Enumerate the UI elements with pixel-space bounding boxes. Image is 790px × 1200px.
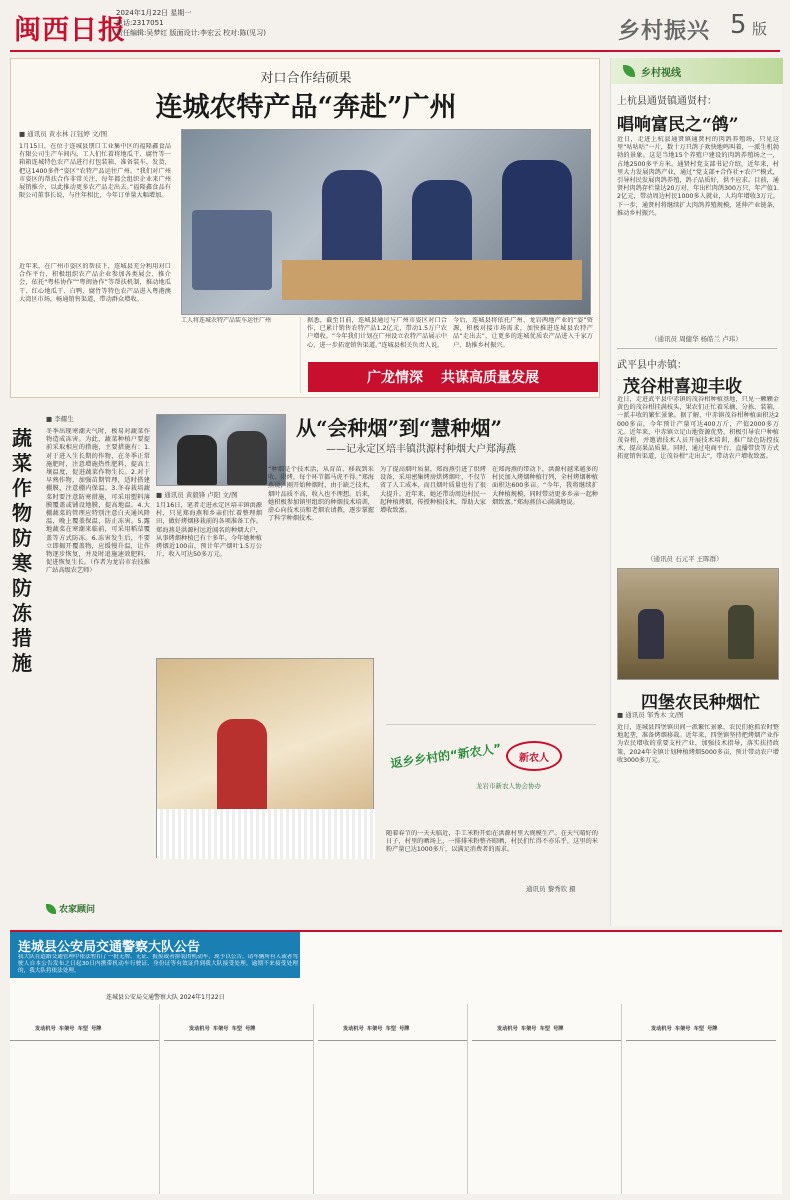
notice-table: [10, 1004, 782, 1194]
side3-text: 近日，连城县四堡镇田间一派繁忙景象，农民们抢抓农时整地起垄，准备烤烟移栽。近年来，四堡镇坚持把烤烟产业作为农民增收的重要支柱产业，加强技术指导，落实扶持政策，2024年全镇计划种植烤烟5000多亩，预计带动农户增收3000多万元。: [617, 724, 779, 764]
new-farmer-badge: 新农人: [506, 741, 562, 771]
lead-kicker: 对口合作结硕果: [260, 71, 352, 86]
lead-text-1: 1月15日，在位于连城县朋口工业集中区的福隆鑫食品有限公司生产车间内，工人们忙着将地瓜干、腐竹等一箱箱连城特色农产品进行打包装箱，准备装车、发货，把这1400多件“姿区”农特产品运往广州。“我们对广州市姿区的帮扶合作非常关注，每年都会组织企业来广州展销推介，以此推动更多农产品走出去。”福隆鑫食品有限公司董事长说，与往年相比，今年订单量大幅增加。: [19, 143, 171, 200]
side3-title: 四堡农民种烟忙: [641, 693, 760, 713]
tobacco-subtitle: ——记永定区培丰镇洪源村种烟大户郑海燕: [326, 444, 516, 455]
banner-right: 共谋高质量发展: [441, 370, 539, 386]
leaf-icon: [46, 904, 56, 914]
newspaper-logo: 闽西日报: [14, 15, 126, 46]
tobacco-photo: [156, 414, 286, 486]
tobacco-title: 从“会种烟”到“慧种烟”: [296, 416, 503, 440]
side1-text: 近日，走进上杭县通贤镇通贤村的肉鸽养殖场，只见这里“咕咕咕”一片，数十万只鸽子欢快地鸣叫着，一派生机勃勃的景象。这是当地15个养殖户建设的肉鸽养殖场之一，占地2500多平方米。通贤村党支部书记介绍，近年来，村里大力发展肉鸽产业，通过“党支部+合作社+农户”模式，引导村民发展肉鸽养殖，鸽子品质好，供不应求。目前，通贤村肉鸽存栏量达20万对，年出栏肉鸽300万只，年产值1.2亿元，带动周边村民1000多人就业，人均年增收3万元。下一步，通贤村将继续扩大肉鸽养殖规模，延伸产业链条，推动乡村振兴。: [617, 136, 779, 217]
lead-text-3: 据悉，截至目前，连城县通过与广州市姿区对口合作，已累计销售农特产品1.2亿元，带动1.5万户农户增收。“今年我们计划在广州设立农特产品展示中心，进一步拓宽销售渠道。”连城县相关负责人说。: [307, 317, 447, 349]
tobacco-text-4: 在郑海燕的带动下，洪源村越来越多的村民加入烤烟种植行列，全村烤烟种植面积达600多亩。“今年，我将继续扩大种植规模，同时带动更多乡亲一起种烟致富。”郑海燕信心满满地说。: [492, 466, 598, 506]
tobacco-photo-caption: 随着春节的一天天临近，手工米粉开始在洪源村里大规模生产。在天气晴好的日子，村里的晒场上，一排排米粉整齐晾晒，村民们忙得不亦乐乎，这里的米粉产量已达1000多斤，以满足消费者的需求。: [386, 830, 598, 854]
masthead-rule: [10, 50, 780, 52]
side1-kicker: 上杭县通贤镇通贤村：: [617, 96, 717, 107]
page-suffix: 版: [752, 20, 768, 38]
tobacco-cap-byline: 通讯员 黎秀钦 摄: [526, 885, 576, 893]
lead-article: [10, 58, 600, 398]
veg-article: [10, 406, 150, 926]
veg-title: 蔬菜作物防寒防冻措施: [12, 426, 32, 675]
table-header: 发动机号 车架号 车型 号牌: [10, 1018, 159, 1041]
right-sidebar: [610, 58, 782, 926]
side2-text: 近日，走进武平县中赤镇的茂谷柑种植基地，只见一颗颗金黄色的茂谷柑挂满枝头，果农们正忙着采摘、分拣、装箱，一派丰收的繁忙景象。据了解，中赤镇茂谷柑种植面积达2000多亩，今年预计产量可达400万斤，产值2000多万元。近年来，中赤镇立足山地资源优势，积极引导农户种植茂谷柑，并邀请技术人员开展技术培训，推广绿色防控技术，提高果品质量。同时，通过电商平台、直播带货等方式拓宽销售渠道，让茂谷柑“走出去”，带动农户增收致富。: [617, 396, 779, 461]
banner-left: 广龙情深: [367, 370, 423, 386]
masthead-phone: 电话:2317051: [116, 19, 164, 27]
table-col-3: 发动机号 车架号 车型 号牌: [318, 1004, 468, 1194]
side-divider: [617, 348, 777, 349]
side2-byline: （通讯员 石元平 王晖群）: [647, 555, 723, 563]
lead-title: 连城农特产品“奔赴”广州: [155, 92, 457, 123]
side1-byline: （通讯员 周健华 杨皓兰 卢玮）: [651, 335, 742, 343]
tobacco-text-2: “种烟是个技术活，从育苗、移栽到采收、烘烤，每个环节都马虎不得。”郑海燕说，刚开始种烟时，由于缺乏技术，烟叶品质不高，收入也不理想。后来，她积极参加镇里组织的种烟技术培训，虚心向技术员和老烟农请教，逐步掌握了科学种烟技术。: [268, 466, 374, 523]
table-col-1: [10, 1004, 160, 1194]
farm-advisor-tag: 农家顾问: [46, 902, 95, 915]
tobacco-article: [156, 406, 600, 926]
table-col-5: 发动机号 车架号 车型 号牌: [626, 1004, 776, 1194]
section-name: 乡村振兴: [618, 19, 711, 44]
leaf-icon: [623, 65, 635, 77]
side3-byline: ■ 通讯员 邹秀木 文/图: [617, 711, 684, 719]
lead-text-2: 近年来，在广州市姿区的帮扶下，连城县充分利用对口合作平台，积极组织农产品企业参加各类展会、推介会，依托“粤桂协作”“粤闽协作”等帮扶机制，推动地瓜干、红心地瓜干、白鸭、腐竹等特色农产品进入粤港澳大湾区市场，畅通销售渠道，带动群众增收。: [19, 263, 171, 303]
notice-text: 我大队在道路交通管理中依法暂扣了一批无牌、无证、报废或者拼装的机动车，现予以公告。请车辆所有人或者驾驶人自本公告发布之日起30日内携带机动车行驶证、身份证等有效证件到我大队接受处理。逾期不来接受处理的，我大队将依法处理。: [18, 954, 298, 974]
table-col-2: 发动机号 车架号 车型 号牌: [164, 1004, 314, 1194]
notice-sign: 连城县公安局交通警察大队 2024年1月22日: [106, 994, 225, 1001]
lead-photo: [181, 129, 591, 315]
lead-photo-caption: 工人将连城农特产品装车运往广州: [181, 317, 301, 393]
tobacco-text-3: 为了提高烟叶质量，郑海燕引进了烘烤设备，采用密集烤房烘烤烟叶，不仅节省了人工成本，而且烟叶质量也有了很大提升。近年来，她还带动周边村民一起种植烤烟，传授种植技术，帮助大家增收致富。: [380, 466, 486, 515]
masthead-date: 2024年1月22日 星期一: [116, 9, 192, 17]
notice-section: [10, 930, 782, 1194]
sidebar-header: 乡村视线: [611, 58, 783, 84]
tobacco-photo-2: [156, 658, 374, 858]
slogan-banner: [308, 362, 598, 392]
logo-org: 龙岩市新农人协会协办: [476, 782, 541, 790]
side2-kicker: 武平县中赤镇：: [617, 360, 687, 371]
lead-text-4: 今后，连城县将依托广州、龙岩两地产业的“姿”资源，积极对接市场需求，加快推进连城县农特产品“走出去”，让更多的连城优质农产品进入千家万户，助推乡村振兴。: [453, 317, 593, 349]
logo-tag: 返乡乡村的“新农人”: [389, 741, 503, 771]
side2-title: 茂谷柑喜迎丰收: [623, 377, 742, 397]
side3-photo: [617, 568, 779, 680]
notice-title: 连城县公安局交通警察大队公告: [18, 940, 201, 955]
new-farmer-logo: [386, 724, 596, 828]
side1-title: 唱响富民之“鸽”: [617, 115, 739, 135]
table-col-4: 发动机号 车架号 车型 号牌: [472, 1004, 622, 1194]
masthead-editors: 责任编辑:吴梦红 版面设计:李宏云 校对:陈(见习): [116, 29, 266, 37]
page-number: 5: [730, 10, 747, 40]
masthead: [0, 0, 790, 52]
veg-text: 冬季出现寒潮天气时，极易对蔬菜作物造成冻害。为此，蔬菜种植户要提前采取相应的措施，主要措施有：1.对于进入生长期的作物，在冬季正常施肥时，注意增施热性肥料，提高土壤温度，促进蔬菜作物生长。2.对于早熟作物，加强苗期管理，适时搭建棚膜，注意棚内保温。3.冬春栽培蔬菜时要注意防寒措施，可采用塑料薄膜覆盖或铺设地膜，提高地温。4.大棚蔬菜的管理应特别注意白天通风降温，晚上覆盖保温，防止冻害。5.露地蔬菜在寒潮来临前，可采用稻草覆盖等方式防冻。6.冻害发生后，不要立即揭开覆盖物，应缓慢升温，让作物逐步恢复，并及时追施速效肥料，促进恢复生长。（作者为龙岩市农技推广站高级农艺师）: [46, 428, 150, 575]
veg-byline: ■ 李耀生: [46, 415, 74, 423]
tobacco-byline: ■ 通讯员 黄毅锋 卢阳 文/图: [156, 491, 238, 499]
lead-byline: ■ 通讯员 黄水林 江钰婷 文/图: [19, 130, 108, 138]
tobacco-text-1: 1月16日，笔者走进永定区培丰镇洪源村，只见郑海燕和乡亲们忙着整理烟田，做好烤烟移栽前的各项准备工作。郑海燕是洪源村远近闻名的种烟大户，从事烤烟种植已有十多年。今年她种植烤烟近100亩，预计年产烟叶1.5万公斤，收入可达50多万元。: [156, 502, 262, 559]
